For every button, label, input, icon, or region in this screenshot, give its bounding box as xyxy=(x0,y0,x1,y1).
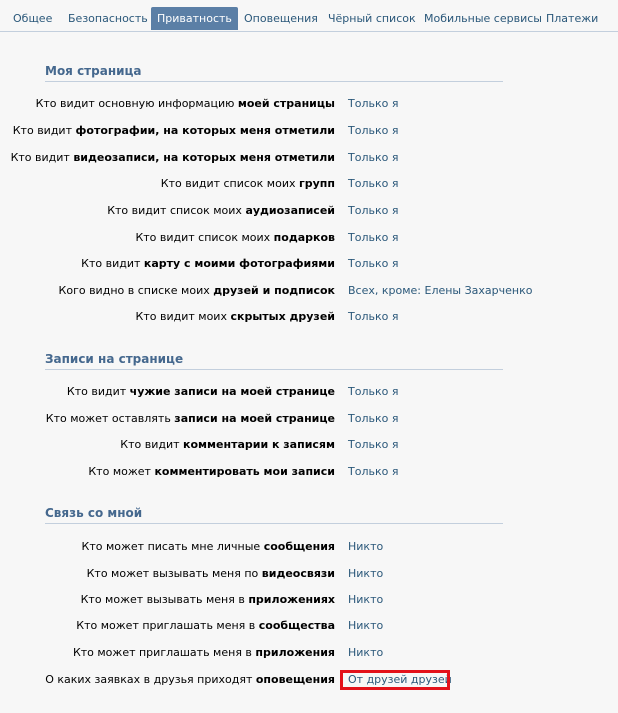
privacy-value-link[interactable]: От друзей друзей xyxy=(348,673,452,686)
privacy-row xyxy=(0,464,618,480)
privacy-row-label: Кто видит фотографии, на которых меня отметили xyxy=(12,124,335,137)
privacy-value-link[interactable]: Никто xyxy=(348,567,384,580)
privacy-value-link[interactable]: Никто xyxy=(348,593,384,606)
privacy-row xyxy=(0,539,618,555)
privacy-value-link[interactable]: Только я xyxy=(348,204,399,217)
privacy-row-label: Кто может комментировать мои записи xyxy=(88,465,335,478)
section-title-my-page: Моя страница xyxy=(45,64,503,82)
highlight-box xyxy=(340,670,450,690)
privacy-row xyxy=(0,566,618,582)
section-title-contact-me: Связь со мной xyxy=(45,506,503,524)
privacy-value-link[interactable]: Никто xyxy=(348,540,384,553)
privacy-value-link[interactable]: Только я xyxy=(348,124,399,137)
privacy-value-link[interactable]: Только я xyxy=(348,438,399,451)
privacy-value-link[interactable]: Никто xyxy=(348,619,384,632)
privacy-row xyxy=(0,645,618,661)
privacy-row-label: Кто видит комментарии к записям xyxy=(120,438,335,451)
privacy-row xyxy=(0,672,618,688)
privacy-row-label: Кто видит чужие записи на моей странице xyxy=(66,385,335,398)
privacy-value-link[interactable]: Всех, кроме: Елены Захарченко xyxy=(348,284,533,297)
privacy-row-label: Кто может вызывать меня в приложениях xyxy=(80,593,335,606)
privacy-row xyxy=(0,384,618,400)
privacy-value-link[interactable]: Только я xyxy=(348,97,399,110)
privacy-row-label: Кто может писать мне личные сообщения xyxy=(81,540,335,553)
privacy-row-label: Кто может приглашать меня в приложения xyxy=(72,646,335,659)
privacy-row-label: Кто видит список моих подарков xyxy=(135,231,335,244)
privacy-row-label: Кто видит основную информацию моей страницы xyxy=(35,97,335,110)
privacy-row-label: Кто может оставлять записи на моей странице xyxy=(45,412,335,425)
privacy-row xyxy=(0,150,618,166)
privacy-value-link[interactable]: Только я xyxy=(348,151,399,164)
privacy-value-link[interactable]: Только я xyxy=(348,257,399,270)
privacy-row-label: Кто видит видеозаписи, на которых меня отметили xyxy=(10,151,335,164)
settings-tabs xyxy=(0,0,618,32)
privacy-row xyxy=(0,123,618,139)
tab-blacklist[interactable]: Чёрный список xyxy=(328,12,416,25)
privacy-row xyxy=(0,283,618,299)
privacy-value-link[interactable]: Никто xyxy=(348,646,384,659)
tab-privacy[interactable]: Приватность xyxy=(151,7,238,30)
privacy-row-label: Кого видно в списке моих друзей и подписок xyxy=(58,284,335,297)
privacy-value-link[interactable]: Только я xyxy=(348,412,399,425)
privacy-row-label: Кто может вызывать меня по видеосвязи xyxy=(86,567,335,580)
privacy-row xyxy=(0,437,618,453)
privacy-row-label: О каких заявках в друзья приходят оповещения xyxy=(45,673,335,686)
privacy-value-link[interactable]: Только я xyxy=(348,177,399,190)
tab-notifications[interactable]: Оповещения xyxy=(244,12,318,25)
tab-security[interactable]: Безопасность xyxy=(68,12,148,25)
tab-general[interactable]: Общее xyxy=(13,12,53,25)
section-title-wall-posts: Записи на странице xyxy=(45,352,503,370)
privacy-row xyxy=(0,618,618,634)
privacy-row xyxy=(0,176,618,192)
privacy-row-label: Кто может приглашать меня в сообщества xyxy=(76,619,335,632)
tab-payments[interactable]: Платежи xyxy=(546,12,599,25)
privacy-value-link[interactable]: Только я xyxy=(348,385,399,398)
privacy-row xyxy=(0,411,618,427)
privacy-row xyxy=(0,96,618,112)
privacy-row xyxy=(0,203,618,219)
privacy-row xyxy=(0,256,618,272)
privacy-value-link[interactable]: Только я xyxy=(348,465,399,478)
privacy-row-label: Кто видит список моих аудиозаписей xyxy=(107,204,335,217)
privacy-value-link[interactable]: Только я xyxy=(348,310,399,323)
privacy-row-label: Кто видит моих скрытых друзей xyxy=(135,310,335,323)
privacy-row xyxy=(0,309,618,325)
privacy-row xyxy=(0,230,618,246)
privacy-row-label: Кто видит карту с моими фотографиями xyxy=(81,257,335,270)
privacy-row xyxy=(0,592,618,608)
privacy-value-link[interactable]: Только я xyxy=(348,231,399,244)
privacy-row-label: Кто видит список моих групп xyxy=(160,177,335,190)
tab-mobile-services[interactable]: Мобильные сервисы xyxy=(424,12,542,25)
